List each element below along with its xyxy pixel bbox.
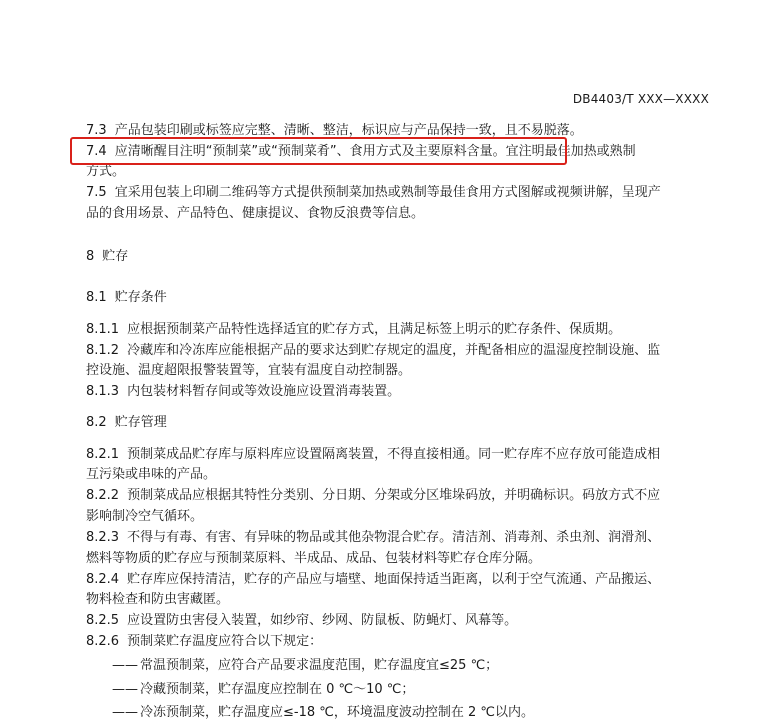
highlight-box (70, 137, 567, 165)
clause-text: 宜采用包装上印刷二维码等方式提供预制菜加热或熟制等最佳食用方式图解或视频讲解，呈现产 (114, 185, 661, 200)
clause-text: 预制菜贮存温度应符合以下规定： (127, 634, 323, 649)
clause-number: 8.2.4 (86, 572, 120, 587)
clause-number: 7.4 (86, 144, 107, 159)
clause-8-2-2 (86, 486, 716, 506)
clause-text: 预制菜成品应根据其特性分类别、分日期、分架或分区堆垛码放，并明确标识。码放方式不应 (127, 488, 661, 503)
clause-text: 产品包装印刷或标签应完整、清晰、整洁，标识应与产品保持一致，且不易脱落。 (114, 123, 583, 138)
clause-text: 内包装材料暂存间或等效设施应设置消毒装置。 (127, 384, 401, 399)
clause-8-2-1 (86, 445, 716, 465)
list-dash: —— (112, 658, 138, 673)
clause-number: 7.5 (86, 185, 107, 200)
section-title: 贮存条件 (114, 290, 167, 305)
clause-8-1-1 (86, 320, 716, 340)
clause-number: 8.1.1 (86, 322, 120, 337)
clause-text: 应根据预制菜产品特性选择适宜的贮存方式，且满足标签上明示的贮存条件、保质期。 (127, 322, 622, 337)
clause-8-1-2-cont (86, 361, 716, 381)
clause-number: 7.3 (86, 123, 107, 138)
clause-8-2-4 (86, 570, 716, 590)
clause-8-2-6 (86, 632, 716, 652)
clause-number: 8.1.3 (86, 384, 120, 399)
clause-8-2-3-cont (86, 549, 716, 569)
section-title: 贮存 (102, 249, 129, 264)
clause-text: 贮存库应保持清洁，贮存的产品应与墙壁、地面保持适当距离，以利于空气流通、产品搬运、 (127, 572, 661, 587)
clause-number: 8.2.1 (86, 447, 120, 462)
clause-number: 8.2.2 (86, 488, 120, 503)
list-text: 冷藏预制菜，贮存温度应控制在 0 ℃～10 ℃； (140, 682, 415, 697)
clause-7-4-cont (86, 162, 716, 182)
clause-text: 冷藏库和冷冻库应能根据产品的要求达到贮存规定的温度，并配备相应的温湿度控制设施、监 (127, 343, 661, 358)
clause-8-2-3 (86, 528, 716, 548)
clause-7-5-cont (86, 204, 716, 224)
clause-8-2-2-cont (86, 507, 716, 527)
list-dash: —— (112, 682, 138, 697)
clause-text: 方式。 (86, 164, 126, 179)
clause-number: 8.2.3 (86, 530, 120, 545)
section-8-1-heading (86, 288, 716, 308)
clause-8-1-2 (86, 341, 716, 361)
clause-text: 影响制冷空气循环。 (86, 509, 204, 524)
clause-text: 燃料等物质的贮存应与预制菜原料、半成品、成品、包装材料等贮存仓库分隔。 (86, 551, 542, 566)
clause-text: 不得与有毒、有害、有异味的物品或其他杂物混合贮存。清洁剂、消毒剂、杀虫剂、润滑剂、 (127, 530, 661, 545)
document-code: DB4403/T XXX—XXXX (572, 92, 709, 106)
clause-text: 控设施、温度超限报警装置等，宜装有温度自动控制器。 (86, 363, 412, 378)
list-text: 冷冻预制菜，贮存温度应≤-18 ℃，环境温度波动控制在 2 ℃以内。 (140, 705, 534, 720)
clause-7-5 (86, 183, 716, 203)
clause-8-1-3 (86, 382, 716, 402)
list-item-ambient (112, 656, 742, 676)
section-number: 8.1 (86, 290, 107, 305)
clause-number: 8.2.5 (86, 613, 120, 628)
list-item-frozen (112, 703, 742, 723)
list-text: 常温预制菜，应符合产品要求温度范围，贮存温度宜≤25 ℃； (140, 658, 499, 673)
clause-text: 应清晰醒目注明“预制菜”或“预制菜肴”、食用方式及主要原料含量。宜注明最佳加热或熟制 (114, 144, 636, 159)
clause-8-2-4-cont (86, 590, 716, 610)
clause-number: 8.1.2 (86, 343, 120, 358)
clause-8-2-1-cont (86, 465, 716, 485)
list-dash: —— (112, 705, 138, 720)
section-8-heading (86, 247, 716, 267)
clause-text: 品的食用场景、产品特色、健康提议、食物反浪费等信息。 (86, 206, 425, 221)
section-8-2-heading (86, 413, 716, 433)
clause-text: 应设置防虫害侵入装置，如纱帘、纱网、防鼠板、防蝇灯、风幕等。 (127, 613, 518, 628)
section-title: 贮存管理 (114, 415, 167, 430)
section-number: 8.2 (86, 415, 107, 430)
clause-text: 预制菜成品贮存库与原料库应设置隔离装置，不得直接相通。同一贮存库不应存放可能造成相 (127, 447, 661, 462)
clause-number: 8.2.6 (86, 634, 120, 649)
list-item-chilled (112, 680, 742, 700)
clause-text: 物料检查和防虫害藏匿。 (86, 592, 230, 607)
section-number: 8 (86, 249, 95, 264)
clause-8-2-5 (86, 611, 716, 631)
clause-text: 互污染或串味的产品。 (86, 467, 217, 482)
